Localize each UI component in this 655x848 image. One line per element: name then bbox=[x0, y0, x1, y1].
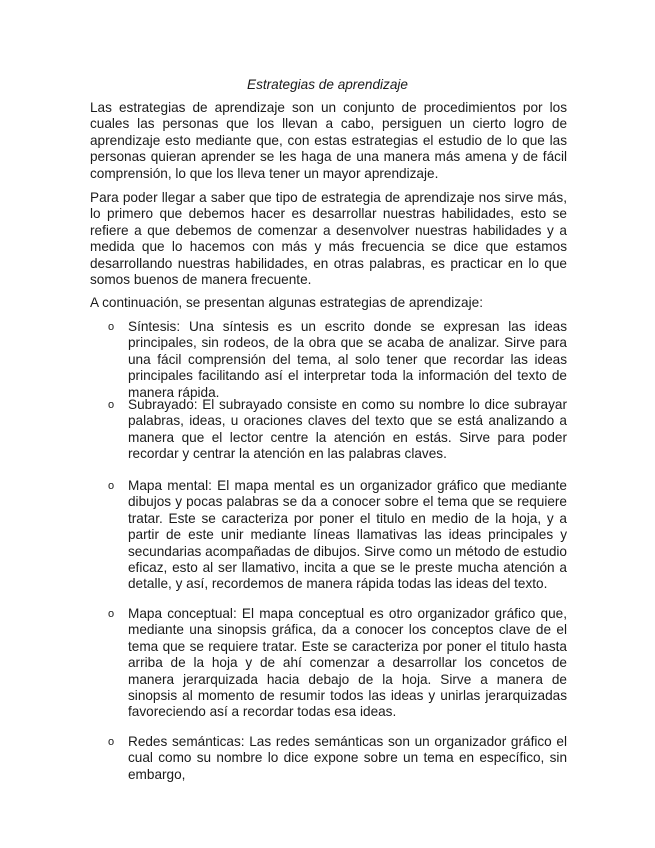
list-item-redes-semanticas bbox=[90, 734, 567, 783]
list-item-text: Subrayado: El subrayado consiste en como su nombre lo dice subrayar palabras, ideas, u oraciones claves del texto que se está analizando a manera que el lector centre la atención en estás. Sirve para poder recordar y centrar la atención en las palabras claves. bbox=[128, 397, 567, 462]
list-item-subrayado bbox=[90, 397, 567, 463]
list-item-mapa-mental bbox=[90, 478, 567, 593]
list-item-sintesis bbox=[90, 319, 567, 401]
list-item-text: Mapa conceptual: El mapa conceptual es otro organizador gráfico que, mediante una sinopsis gráfica, da a conocer los conceptos clave de el tema que se requiere tratar. Este se caracteriza por poner el titulo hasta arriba de la hoja y de ahí comenzar a desarrollar los concetos de manera jerarquizada hacia debajo de la hoja. Sirve a manera de sinopsis al momento de resumir todos las ideas y unirlas jerarquizadas favoreciendo así a recordar todas esa ideas. bbox=[128, 606, 567, 720]
document-title: Estrategias de aprendizaje bbox=[247, 77, 408, 92]
list-item-mapa-conceptual bbox=[90, 606, 567, 721]
bullet-icon: o bbox=[108, 321, 115, 333]
bullet-icon: o bbox=[108, 480, 115, 492]
bullet-icon: o bbox=[108, 736, 115, 748]
paragraph-habilidades: Para poder llegar a saber que tipo de estrategia de aprendizaje nos sirve más, lo primero que debemos hacer es desarrollar nuestras habilidades, esto se refiere a que debemos de comenzar a desenvolver nuestras habilidades y a medida que lo hacemos con más y más frecuencia se dice que estamos desarrollando nuestras habilidades, en otras palabras, es practicar en lo que somos buenos de manera frecuente. bbox=[90, 190, 567, 288]
bullet-icon: o bbox=[108, 608, 115, 620]
list-item-text: Mapa mental: El mapa mental es un organizador gráfico que mediante dibujos y pocas palabras se da a conocer sobre el tema que se requiere tratar. Este se caracteriza por poner el titulo en medio de la hoja, y a partir de este unir mediante líneas llamativas las ideas principales y secundarias acompañadas de dibujos. Sirve como un método de estudio eficaz, esto al ser llamativo, incita a que se le preste mucha atención a detalle, y así, recordemos de manera rápida todas las ideas del texto. bbox=[128, 478, 567, 592]
paragraph-intro: Las estrategias de aprendizaje son un conjunto de procedimientos por los cuales las personas que los llevan a cabo, persiguen un cierto logro de aprendizaje esto mediante que, con estas estrategias el estudio de lo que las personas quieran aprender se les haga de una manera más amena y de fácil comprensión, lo que los lleva tener un mayor aprendizaje. bbox=[90, 100, 567, 181]
paragraph-list-intro: A continuación, se presentan algunas estrategias de aprendizaje: bbox=[90, 295, 483, 310]
bullet-icon: o bbox=[108, 399, 115, 411]
list-item-text: Síntesis: Una síntesis es un escrito donde se expresan las ideas principales, sin rodeos, de la obra que se acaba de analizar. Sirve para una fácil comprensión del tema, al solo tener que recordar las ideas principales facilitando así el interpretar toda la información del texto de manera rápida. bbox=[128, 319, 567, 400]
list-item-text: Redes semánticas: Las redes semánticas son un organizador gráfico el cual como su nombre lo dice expone sobre un tema en específico, sin embargo, bbox=[128, 734, 567, 782]
